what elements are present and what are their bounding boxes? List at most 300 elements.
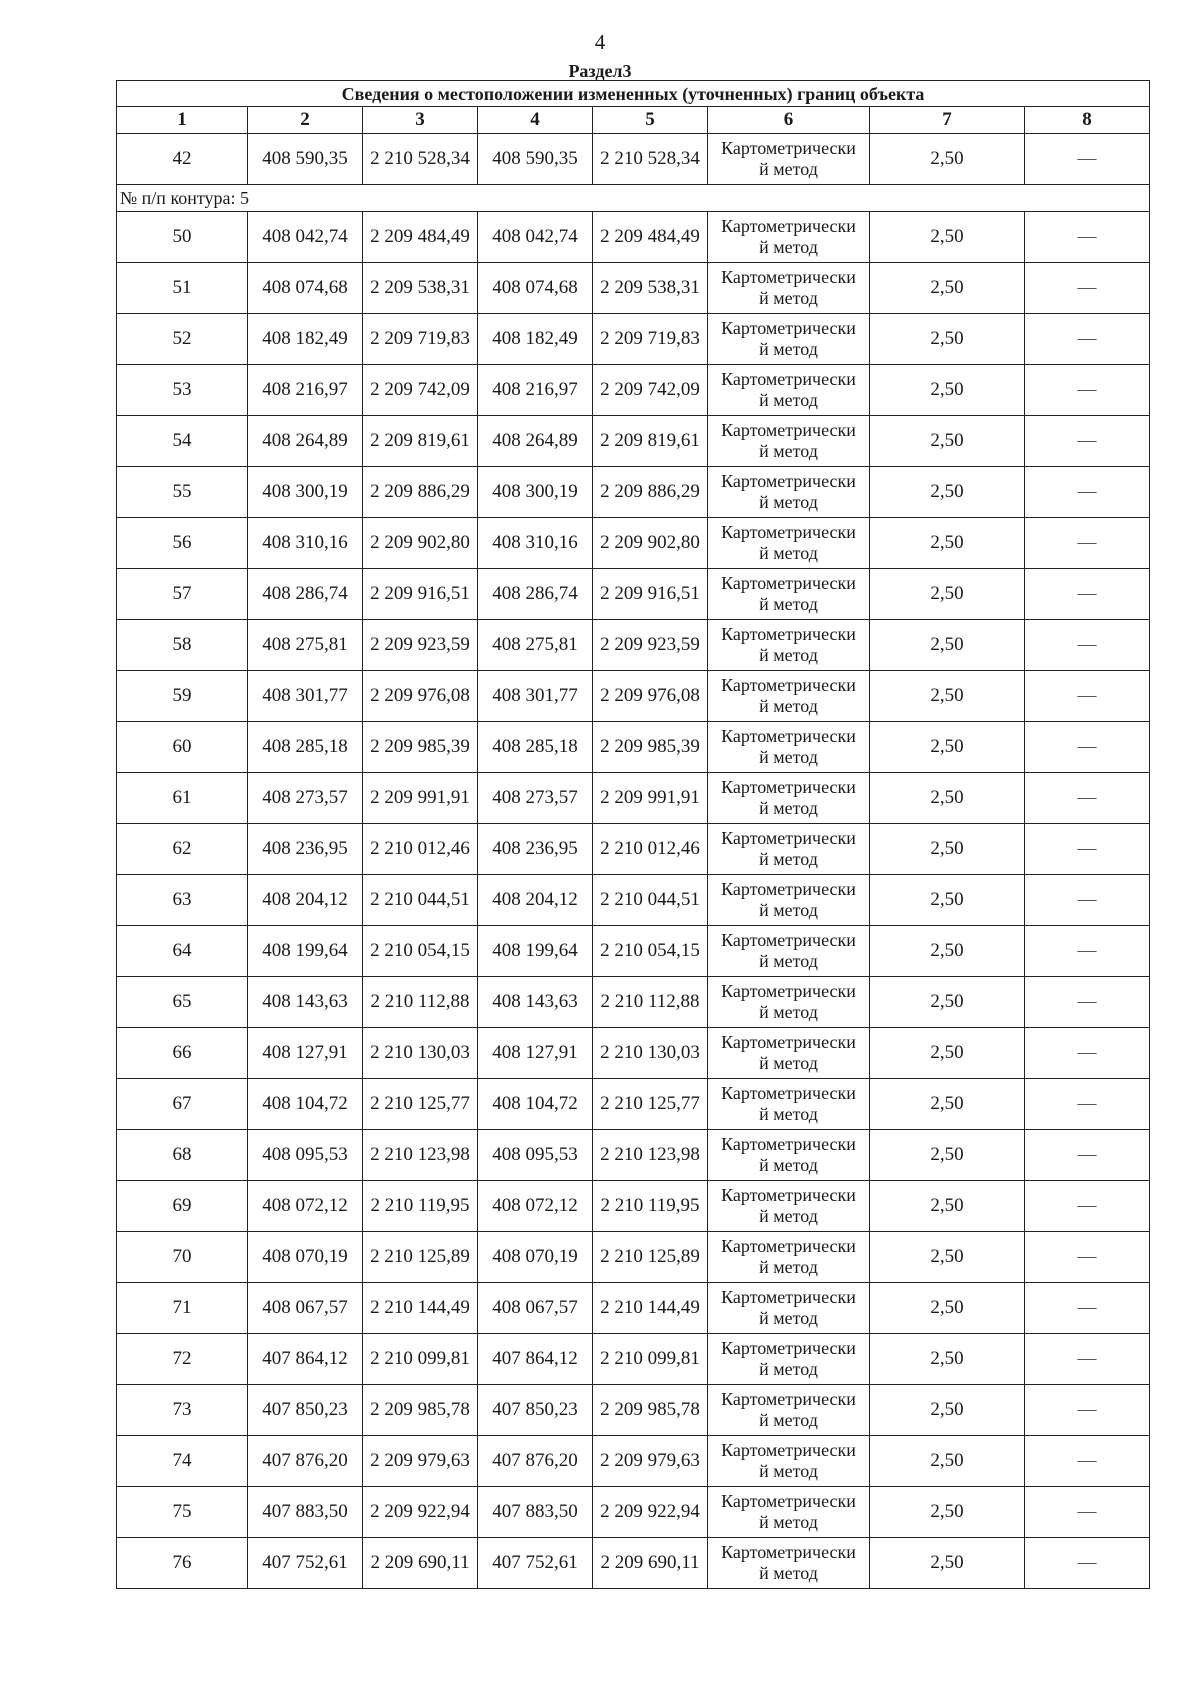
- method-line: Картометрически: [721, 624, 856, 644]
- method-cell: [708, 1079, 870, 1130]
- existing-y: 2 210 130,03: [363, 1028, 478, 1079]
- method-cell: [708, 671, 870, 722]
- method-line: Картометрически: [721, 420, 856, 440]
- existing-y: 2 209 985,78: [363, 1385, 478, 1436]
- method-line: й метод: [759, 1461, 818, 1481]
- accuracy: 2,50: [870, 1232, 1025, 1283]
- note: —: [1025, 134, 1150, 185]
- new-x: 408 216,97: [478, 365, 593, 416]
- existing-x: 408 067,57: [248, 1283, 363, 1334]
- new-x: 408 300,19: [478, 467, 593, 518]
- method-line: й метод: [759, 1155, 818, 1175]
- point-number: 61: [117, 773, 248, 824]
- accuracy: 2,50: [870, 1283, 1025, 1334]
- new-y: 2 210 528,34: [593, 134, 708, 185]
- accuracy: 2,50: [870, 875, 1025, 926]
- contour-label: № п/п контура: 5: [117, 185, 1150, 212]
- new-x: 407 864,12: [478, 1334, 593, 1385]
- new-y: 2 209 922,94: [593, 1487, 708, 1538]
- table-row: [117, 824, 1150, 875]
- table-row: [117, 977, 1150, 1028]
- point-number: 76: [117, 1538, 248, 1589]
- method-line: й метод: [759, 543, 818, 563]
- method-line: Картометрически: [721, 777, 856, 797]
- new-x: 408 199,64: [478, 926, 593, 977]
- accuracy: 2,50: [870, 1334, 1025, 1385]
- new-x: 408 264,89: [478, 416, 593, 467]
- new-y: 2 210 044,51: [593, 875, 708, 926]
- table-row: [117, 722, 1150, 773]
- existing-y: 2 209 538,31: [363, 263, 478, 314]
- existing-x: 408 070,19: [248, 1232, 363, 1283]
- existing-x: 408 236,95: [248, 824, 363, 875]
- note: —: [1025, 926, 1150, 977]
- method-line: й метод: [759, 1308, 818, 1328]
- method-line: Картометрически: [721, 828, 856, 848]
- new-y: 2 209 719,83: [593, 314, 708, 365]
- accuracy: 2,50: [870, 134, 1025, 185]
- new-y: 2 209 916,51: [593, 569, 708, 620]
- table-row: [117, 518, 1150, 569]
- method-line: й метод: [759, 288, 818, 308]
- new-y: 2 209 484,49: [593, 212, 708, 263]
- method-cell: [708, 134, 870, 185]
- table-row: [117, 1181, 1150, 1232]
- method-line: й метод: [759, 747, 818, 767]
- method-line: Картометрически: [721, 1185, 856, 1205]
- accuracy: 2,50: [870, 1436, 1025, 1487]
- existing-y: 2 210 125,89: [363, 1232, 478, 1283]
- point-number: 65: [117, 977, 248, 1028]
- point-number: 53: [117, 365, 248, 416]
- point-number: 55: [117, 467, 248, 518]
- existing-y: 2 209 484,49: [363, 212, 478, 263]
- new-x: 408 310,16: [478, 518, 593, 569]
- new-x: 408 067,57: [478, 1283, 593, 1334]
- method-line: й метод: [759, 594, 818, 614]
- existing-x: 407 850,23: [248, 1385, 363, 1436]
- point-number: 58: [117, 620, 248, 671]
- new-x: 408 286,74: [478, 569, 593, 620]
- note: —: [1025, 773, 1150, 824]
- existing-y: 2 209 976,08: [363, 671, 478, 722]
- method-cell: [708, 569, 870, 620]
- method-line: Картометрически: [721, 1032, 856, 1052]
- method-line: Картометрически: [721, 981, 856, 1001]
- existing-y: 2 210 054,15: [363, 926, 478, 977]
- accuracy: 2,50: [870, 569, 1025, 620]
- accuracy: 2,50: [870, 1487, 1025, 1538]
- method-line: Картометрически: [721, 522, 856, 542]
- new-x: 408 143,63: [478, 977, 593, 1028]
- existing-y: 2 210 528,34: [363, 134, 478, 185]
- method-line: Картометрически: [721, 1338, 856, 1358]
- method-cell: [708, 212, 870, 263]
- method-cell: [708, 1385, 870, 1436]
- table-row: [117, 212, 1150, 263]
- existing-x: 407 883,50: [248, 1487, 363, 1538]
- method-line: й метод: [759, 159, 818, 179]
- new-x: 408 590,35: [478, 134, 593, 185]
- column-number: 3: [363, 107, 478, 134]
- method-cell: [708, 1181, 870, 1232]
- existing-y: 2 210 119,95: [363, 1181, 478, 1232]
- accuracy: 2,50: [870, 722, 1025, 773]
- coordinates-table: [116, 80, 1150, 1589]
- method-line: Картометрически: [721, 267, 856, 287]
- method-line: Картометрически: [721, 879, 856, 899]
- method-cell: [708, 1487, 870, 1538]
- note: —: [1025, 365, 1150, 416]
- table-caption: Сведения о местоположении измененных (уточненных) границ объекта: [117, 81, 1150, 107]
- note: —: [1025, 977, 1150, 1028]
- method-line: й метод: [759, 900, 818, 920]
- table-row: [117, 569, 1150, 620]
- method-line: й метод: [759, 849, 818, 869]
- method-line: й метод: [759, 390, 818, 410]
- method-line: Картометрически: [721, 1491, 856, 1511]
- method-cell: [708, 824, 870, 875]
- existing-y: 2 209 886,29: [363, 467, 478, 518]
- method-line: й метод: [759, 1410, 818, 1430]
- method-line: й метод: [759, 696, 818, 716]
- method-cell: [708, 620, 870, 671]
- accuracy: 2,50: [870, 416, 1025, 467]
- column-number: 6: [708, 107, 870, 134]
- method-line: й метод: [759, 1359, 818, 1379]
- point-number: 50: [117, 212, 248, 263]
- accuracy: 2,50: [870, 1130, 1025, 1181]
- table-row: [117, 620, 1150, 671]
- new-y: 2 209 976,08: [593, 671, 708, 722]
- existing-x: 408 590,35: [248, 134, 363, 185]
- new-x: 407 876,20: [478, 1436, 593, 1487]
- method-line: Картометрически: [721, 1542, 856, 1562]
- point-number: 59: [117, 671, 248, 722]
- method-line: Картометрически: [721, 1440, 856, 1460]
- point-number: 67: [117, 1079, 248, 1130]
- note: —: [1025, 263, 1150, 314]
- method-line: й метод: [759, 237, 818, 257]
- new-x: 408 070,19: [478, 1232, 593, 1283]
- existing-y: 2 209 719,83: [363, 314, 478, 365]
- accuracy: 2,50: [870, 1538, 1025, 1589]
- method-cell: [708, 314, 870, 365]
- point-number: 70: [117, 1232, 248, 1283]
- new-x: 408 074,68: [478, 263, 593, 314]
- method-cell: [708, 1283, 870, 1334]
- accuracy: 2,50: [870, 620, 1025, 671]
- existing-y: 2 209 979,63: [363, 1436, 478, 1487]
- note: —: [1025, 1283, 1150, 1334]
- method-line: й метод: [759, 339, 818, 359]
- accuracy: 2,50: [870, 824, 1025, 875]
- note: —: [1025, 1181, 1150, 1232]
- new-x: 408 095,53: [478, 1130, 593, 1181]
- new-x: 407 752,61: [478, 1538, 593, 1589]
- table-row: [117, 773, 1150, 824]
- existing-x: 408 127,91: [248, 1028, 363, 1079]
- table-row: [117, 263, 1150, 314]
- existing-y: 2 210 099,81: [363, 1334, 478, 1385]
- method-line: Картометрически: [721, 1083, 856, 1103]
- method-line: Картометрически: [721, 471, 856, 491]
- existing-x: 408 199,64: [248, 926, 363, 977]
- new-y: 2 210 125,77: [593, 1079, 708, 1130]
- column-number: 8: [1025, 107, 1150, 134]
- new-x: 408 236,95: [478, 824, 593, 875]
- point-number: 52: [117, 314, 248, 365]
- method-cell: [708, 1232, 870, 1283]
- point-number: 62: [117, 824, 248, 875]
- point-number: 71: [117, 1283, 248, 1334]
- existing-x: 408 273,57: [248, 773, 363, 824]
- new-x: 407 850,23: [478, 1385, 593, 1436]
- existing-y: 2 209 916,51: [363, 569, 478, 620]
- table-row: [117, 1079, 1150, 1130]
- existing-y: 2 210 125,77: [363, 1079, 478, 1130]
- table-row: [117, 1028, 1150, 1079]
- note: —: [1025, 1028, 1150, 1079]
- note: —: [1025, 314, 1150, 365]
- new-y: 2 210 123,98: [593, 1130, 708, 1181]
- note: —: [1025, 1385, 1150, 1436]
- page-number: 4: [594, 30, 606, 54]
- method-cell: [708, 875, 870, 926]
- method-line: Картометрически: [721, 318, 856, 338]
- table-row: [117, 134, 1150, 185]
- point-number: 60: [117, 722, 248, 773]
- new-y: 2 209 979,63: [593, 1436, 708, 1487]
- method-line: й метод: [759, 645, 818, 665]
- method-cell: [708, 365, 870, 416]
- method-cell: [708, 416, 870, 467]
- note: —: [1025, 1232, 1150, 1283]
- new-y: 2 210 130,03: [593, 1028, 708, 1079]
- table-row: [117, 1130, 1150, 1181]
- table-row: [117, 875, 1150, 926]
- existing-y: 2 209 985,39: [363, 722, 478, 773]
- method-line: й метод: [759, 798, 818, 818]
- new-x: 408 127,91: [478, 1028, 593, 1079]
- table-row: [117, 1436, 1150, 1487]
- existing-x: 407 864,12: [248, 1334, 363, 1385]
- note: —: [1025, 518, 1150, 569]
- method-line: Картометрически: [721, 573, 856, 593]
- new-x: 408 275,81: [478, 620, 593, 671]
- method-line: й метод: [759, 1563, 818, 1583]
- existing-x: 408 143,63: [248, 977, 363, 1028]
- existing-x: 408 286,74: [248, 569, 363, 620]
- accuracy: 2,50: [870, 1181, 1025, 1232]
- existing-y: 2 209 690,11: [363, 1538, 478, 1589]
- new-y: 2 209 819,61: [593, 416, 708, 467]
- existing-y: 2 209 819,61: [363, 416, 478, 467]
- note: —: [1025, 1334, 1150, 1385]
- method-line: й метод: [759, 1206, 818, 1226]
- new-y: 2 209 886,29: [593, 467, 708, 518]
- new-x: 407 883,50: [478, 1487, 593, 1538]
- method-cell: [708, 926, 870, 977]
- note: —: [1025, 1487, 1150, 1538]
- new-x: 408 285,18: [478, 722, 593, 773]
- column-number: 4: [478, 107, 593, 134]
- existing-x: 408 072,12: [248, 1181, 363, 1232]
- point-number: 57: [117, 569, 248, 620]
- method-cell: [708, 1436, 870, 1487]
- method-line: Картометрически: [721, 675, 856, 695]
- point-number: 72: [117, 1334, 248, 1385]
- method-line: Картометрически: [721, 1389, 856, 1409]
- method-cell: [708, 518, 870, 569]
- existing-x: 408 300,19: [248, 467, 363, 518]
- method-line: й метод: [759, 1104, 818, 1124]
- accuracy: 2,50: [870, 671, 1025, 722]
- new-y: 2 209 991,91: [593, 773, 708, 824]
- note: —: [1025, 1079, 1150, 1130]
- note: —: [1025, 671, 1150, 722]
- new-y: 2 209 902,80: [593, 518, 708, 569]
- table-row: [117, 671, 1150, 722]
- table-row: [117, 1487, 1150, 1538]
- note: —: [1025, 467, 1150, 518]
- method-line: Картометрически: [721, 930, 856, 950]
- existing-x: 407 752,61: [248, 1538, 363, 1589]
- existing-x: 408 310,16: [248, 518, 363, 569]
- new-y: 2 210 112,88: [593, 977, 708, 1028]
- accuracy: 2,50: [870, 467, 1025, 518]
- new-y: 2 210 054,15: [593, 926, 708, 977]
- accuracy: 2,50: [870, 365, 1025, 416]
- method-line: й метод: [759, 951, 818, 971]
- point-number: 64: [117, 926, 248, 977]
- method-cell: [708, 977, 870, 1028]
- note: —: [1025, 1538, 1150, 1589]
- existing-x: 408 285,18: [248, 722, 363, 773]
- table-row: [117, 467, 1150, 518]
- column-number: 1: [117, 107, 248, 134]
- existing-y: 2 210 012,46: [363, 824, 478, 875]
- method-line: Картометрически: [721, 1134, 856, 1154]
- point-number: 68: [117, 1130, 248, 1181]
- new-x: 408 273,57: [478, 773, 593, 824]
- table-row: [117, 1385, 1150, 1436]
- existing-x: 408 301,77: [248, 671, 363, 722]
- point-number: 74: [117, 1436, 248, 1487]
- new-y: 2 210 119,95: [593, 1181, 708, 1232]
- point-number: 69: [117, 1181, 248, 1232]
- existing-x: 407 876,20: [248, 1436, 363, 1487]
- existing-y: 2 209 902,80: [363, 518, 478, 569]
- new-y: 2 209 690,11: [593, 1538, 708, 1589]
- existing-x: 408 204,12: [248, 875, 363, 926]
- existing-y: 2 210 044,51: [363, 875, 478, 926]
- point-number: 66: [117, 1028, 248, 1079]
- accuracy: 2,50: [870, 977, 1025, 1028]
- new-x: 408 072,12: [478, 1181, 593, 1232]
- table-row: [117, 1283, 1150, 1334]
- existing-x: 408 275,81: [248, 620, 363, 671]
- section-title: Раздел3: [568, 61, 632, 81]
- new-x: 408 301,77: [478, 671, 593, 722]
- note: —: [1025, 620, 1150, 671]
- note: —: [1025, 722, 1150, 773]
- method-line: й метод: [759, 1257, 818, 1277]
- accuracy: 2,50: [870, 314, 1025, 365]
- point-number: 73: [117, 1385, 248, 1436]
- new-y: 2 209 985,78: [593, 1385, 708, 1436]
- existing-y: 2 210 144,49: [363, 1283, 478, 1334]
- method-line: й метод: [759, 1512, 818, 1532]
- new-y: 2 210 099,81: [593, 1334, 708, 1385]
- new-x: 408 042,74: [478, 212, 593, 263]
- existing-x: 408 074,68: [248, 263, 363, 314]
- accuracy: 2,50: [870, 518, 1025, 569]
- table-row: [117, 1232, 1150, 1283]
- method-cell: [708, 722, 870, 773]
- method-line: Картометрически: [721, 138, 856, 158]
- new-y: 2 210 012,46: [593, 824, 708, 875]
- existing-x: 408 042,74: [248, 212, 363, 263]
- method-cell: [708, 1334, 870, 1385]
- accuracy: 2,50: [870, 1028, 1025, 1079]
- method-cell: [708, 467, 870, 518]
- accuracy: 2,50: [870, 212, 1025, 263]
- existing-x: 408 104,72: [248, 1079, 363, 1130]
- method-line: й метод: [759, 1053, 818, 1073]
- note: —: [1025, 875, 1150, 926]
- table-row: [117, 926, 1150, 977]
- method-cell: [708, 773, 870, 824]
- point-number: 42: [117, 134, 248, 185]
- existing-x: 408 182,49: [248, 314, 363, 365]
- table-row: [117, 365, 1150, 416]
- method-line: Картометрически: [721, 216, 856, 236]
- accuracy: 2,50: [870, 926, 1025, 977]
- existing-y: 2 210 123,98: [363, 1130, 478, 1181]
- existing-y: 2 209 922,94: [363, 1487, 478, 1538]
- existing-y: 2 209 991,91: [363, 773, 478, 824]
- note: —: [1025, 1436, 1150, 1487]
- column-number-row: [117, 107, 1150, 134]
- new-x: 408 104,72: [478, 1079, 593, 1130]
- accuracy: 2,50: [870, 1385, 1025, 1436]
- existing-x: 408 095,53: [248, 1130, 363, 1181]
- accuracy: 2,50: [870, 773, 1025, 824]
- note: —: [1025, 1130, 1150, 1181]
- note: —: [1025, 416, 1150, 467]
- accuracy: 2,50: [870, 263, 1025, 314]
- point-number: 63: [117, 875, 248, 926]
- existing-y: 2 210 112,88: [363, 977, 478, 1028]
- point-number: 51: [117, 263, 248, 314]
- method-cell: [708, 1130, 870, 1181]
- note: —: [1025, 569, 1150, 620]
- column-number: 2: [248, 107, 363, 134]
- method-line: Картометрически: [721, 1287, 856, 1307]
- existing-y: 2 209 923,59: [363, 620, 478, 671]
- new-y: 2 210 144,49: [593, 1283, 708, 1334]
- method-line: Картометрически: [721, 1236, 856, 1256]
- accuracy: 2,50: [870, 1079, 1025, 1130]
- new-y: 2 209 985,39: [593, 722, 708, 773]
- new-y: 2 209 538,31: [593, 263, 708, 314]
- method-line: й метод: [759, 1002, 818, 1022]
- table-row: [117, 1334, 1150, 1385]
- column-number: 7: [870, 107, 1025, 134]
- existing-y: 2 209 742,09: [363, 365, 478, 416]
- new-y: 2 210 125,89: [593, 1232, 708, 1283]
